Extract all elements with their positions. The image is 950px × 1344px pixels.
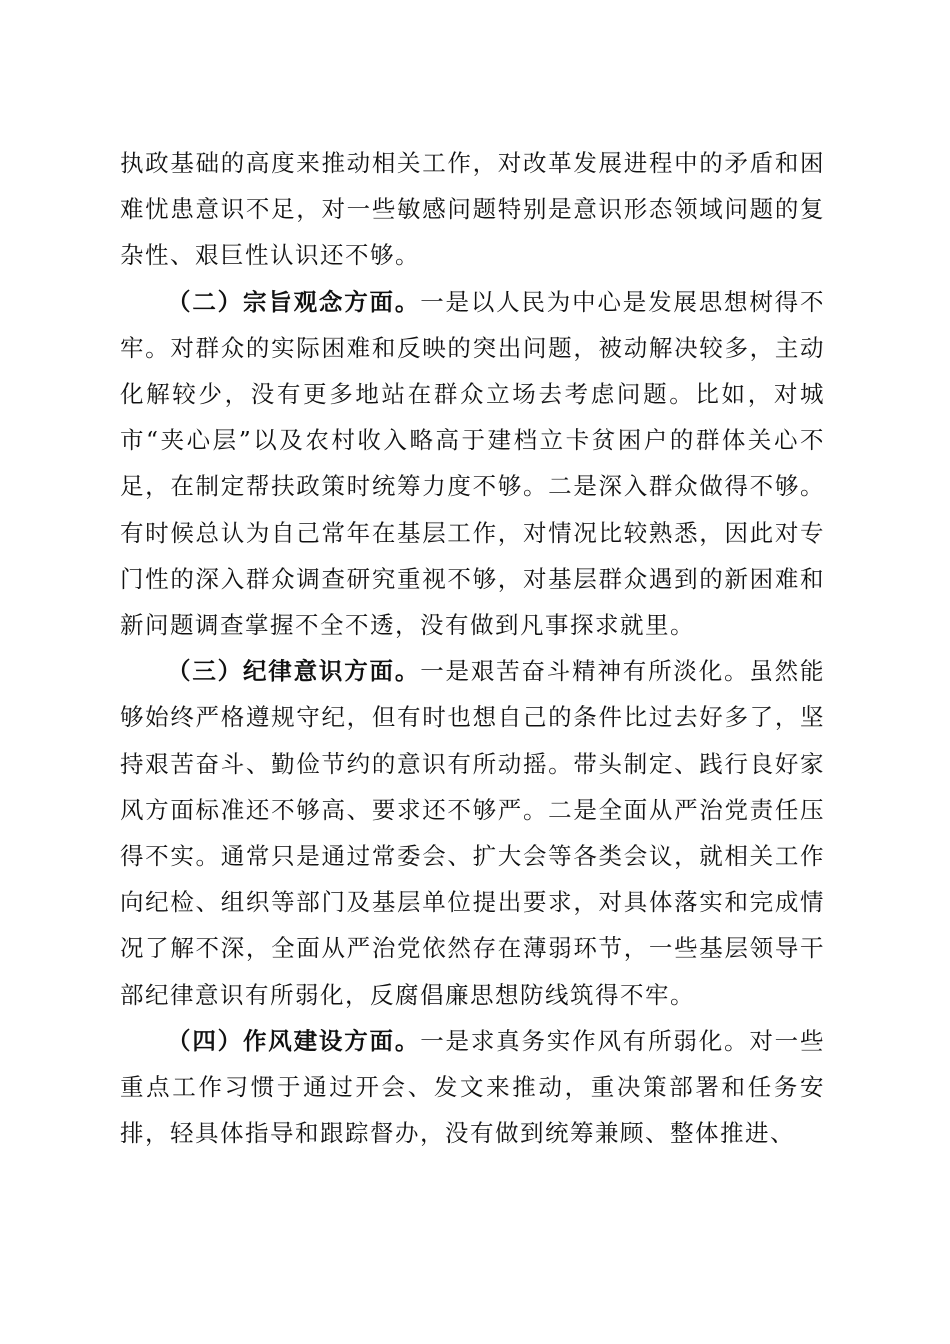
- paragraph-text: 执政基础的高度来推动相关工作，对改革发展进程中的矛盾和困难忧患意识不足，对一些敏感问题特别是意识形态领域问题的复杂性、艰巨性认识还不够。: [120, 149, 825, 270]
- paragraph-discipline-awareness: [120, 648, 825, 1018]
- paragraph-purpose-concept: [120, 279, 825, 649]
- section-heading: （四）作风建设方面。: [167, 1026, 421, 1055]
- paragraph-continuation: [120, 140, 825, 279]
- paragraph-text: 一是艰苦奋斗精神有所淡化。虽然能够始终严格遵规守纪，但有时也想自己的条件比过去好多了，坚持艰苦奋斗、勤俭节约的意识有所动摇。带头制定、践行良好家风方面标准还不够高、要求还不够严。二是全面从严治党责任压得不实。通常只是通过常委会、扩大会等各类会议，就相关工作向纪检、组织等部门及基层单位提出要求，对具体落实和完成情况了解不深，全面从严治党依然存在薄弱环节，一些基层领导干部纪律意识有所弱化，反腐倡廉思想防线筑得不牢。: [120, 657, 826, 1009]
- paragraph-work-style: [120, 1018, 825, 1157]
- paragraph-text: 一是求真务实作风有所弱化。对一些重点工作习惯于通过开会、发文来推动，重决策部署和任务安排，轻具体指导和跟踪督办，没有做到统筹兼顾、整体推进、: [120, 1026, 826, 1148]
- section-heading: （二）宗旨观念方面。: [167, 287, 421, 316]
- paragraph-text: 一是以人民为中心是发展思想树得不牢。对群众的实际困难和反映的突出问题，被动解决较多，主动化解较少，没有更多地站在群众立场去考虑问题。比如，对城市“夹心层”以及农村收入略高于建档立卡贫困户的群体关心不足，在制定帮扶政策时统筹力度不够。二是深入群众做得不够。有时候总认为自己常年在基层工作，对情况比较熟悉，因此对专门性的深入群众调查研究重视不够，对基层群众遇到的新困难和新问题调查掌握不全不透，没有做到凡事探求就里。: [120, 287, 826, 640]
- document-page: [120, 140, 825, 1156]
- section-heading: （三）纪律意识方面。: [167, 657, 421, 686]
